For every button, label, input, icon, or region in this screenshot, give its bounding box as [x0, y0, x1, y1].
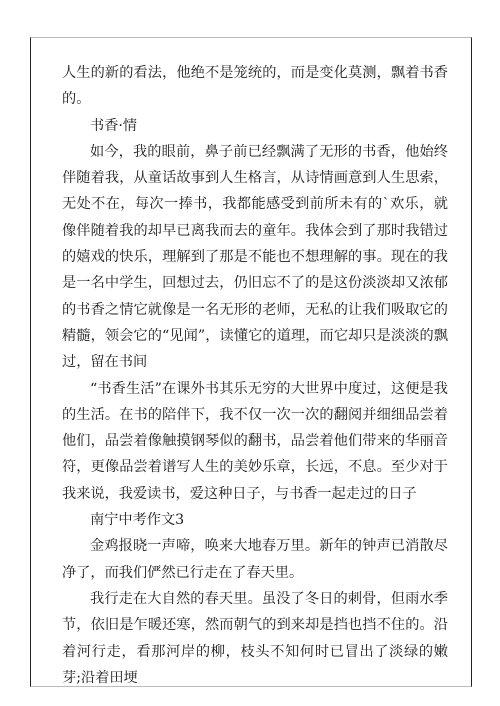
- paragraph-opening: 人生的新的看法，他绝不是笼统的，而是变化莫测，飘着书香的。: [62, 65, 448, 108]
- paragraph-spring-nature: 我行走在大自然的春天里。虽没了冬日的刺骨，但雨水季节，依旧是乍暖还寒，然而朝气的到来却是挡也挡不住的。沿着河行走，看那河岸的柳，枝头不知何时已冒出了淡绿的嫩芽;沿着田埂: [62, 590, 448, 686]
- paragraph-spring-intro: 金鸡报晓一声啼，唤来大地春万里。新年的钟声已消散尽净了，而我们俨然已行走在了春天里。: [62, 538, 448, 581]
- section-heading-shuxiang-qing: 书香·情: [90, 117, 138, 134]
- document-body: [62, 60, 448, 691]
- paragraph-life: “书香生活”在课外书其乐无穷的大世界中度过，这便是我的生活。在书的陪伴下，我不仅一次一次的翻阅并细细品尝着他们，品尝着像触摸钢琴似的翻书，品尝着他们带来的华丽音符，更像品尝着谱写人生的美妙乐章，长远，不息。至少对于我来说，我爱读书，爱这种日子，与书香一起走过的日子: [62, 380, 448, 502]
- paragraph-memory: 如今，我的眼前，鼻子前已经飘满了无形的书香，他始终伴随着我，从童话故事到人生格言，从诗情画意到人生思索，无处不在，每次一捧书，我都能感受到前所未有的`欢乐，就像伴随着我的却早已离我而去的童年。我体会到了那时我错过的嬉戏的快乐，理解到了那是不能也不想理解的事。现在的我是一名中学生，回想过去，仍旧忘不了的是这份淡淡却又浓郁的书香之情它就像是一名无形的老师，无私的让我们吸取它的精髓，领会它的“见闻”，读懂它的道理，而它却只是淡淡的飘过，留在书间: [62, 143, 448, 371]
- section-heading-essay-3: 南宁中考作文3: [90, 512, 185, 529]
